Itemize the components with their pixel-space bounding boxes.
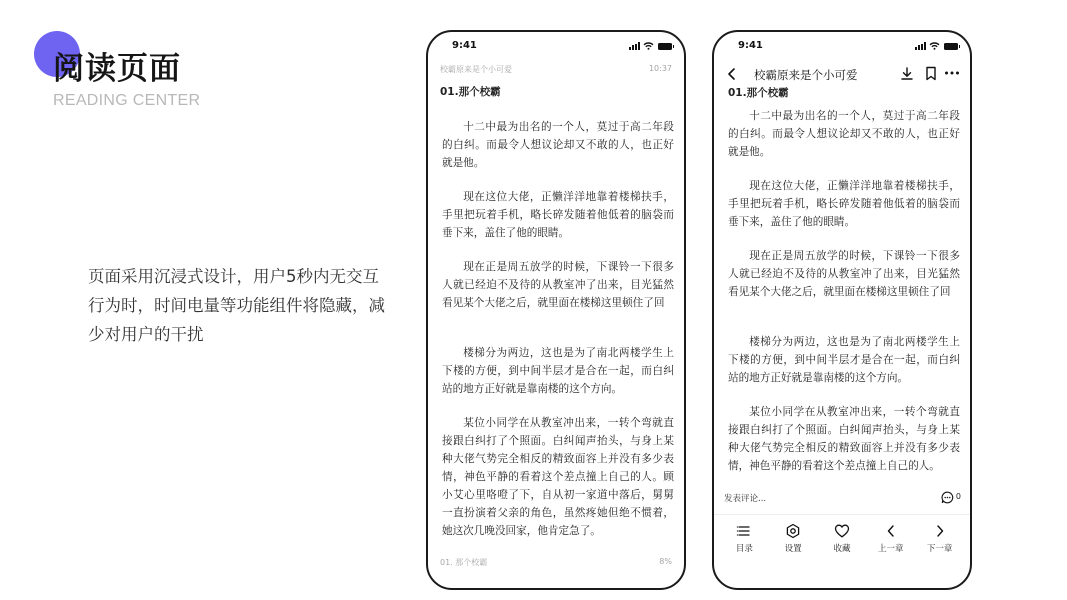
comment-bar — [714, 486, 970, 512]
status-time: 9:41 — [738, 40, 763, 51]
reader-header — [440, 64, 672, 75]
paragraph: 现在这位大佬，正懒洋洋地靠着楼梯扶手，手里把玩着手机，略长碎发随着他低着的脑袋而垂下来，盖住了他的眼睛。 — [728, 180, 960, 228]
status-time: 9:41 — [452, 40, 477, 51]
bottom-toolbar — [714, 514, 970, 566]
story-text[interactable] — [442, 118, 674, 556]
nav-bar — [714, 60, 970, 90]
bookmark-icon[interactable] — [925, 66, 937, 81]
book-title: 校霸原来是个小可爱 — [440, 65, 512, 74]
paragraph: 十二中最为出名的一个人，莫过于高二年段的白纠。而最令人想议论却又不敢的人，也正好就是他。 — [442, 121, 674, 169]
download-icon[interactable] — [900, 66, 914, 81]
chapter-title: 01.那个校霸 — [440, 86, 501, 98]
toolbar-label: 设置 — [784, 544, 802, 554]
reader-footer — [440, 557, 672, 568]
comment-input[interactable]: 发表评论... — [724, 494, 767, 504]
chapter-title: 01.那个校霸 — [728, 87, 789, 99]
status-bar — [428, 32, 684, 60]
status-icons — [629, 41, 672, 50]
settings-icon — [785, 523, 801, 539]
toolbar-label: 下一章 — [926, 544, 953, 554]
toolbar-label: 上一章 — [878, 544, 904, 554]
story-text — [728, 99, 960, 479]
list-icon — [736, 523, 752, 539]
toolbar-prev-chapter-button[interactable] — [868, 523, 914, 566]
signal-icon — [629, 42, 640, 50]
toolbar-label: 收藏 — [833, 544, 851, 554]
story-viewport[interactable] — [714, 87, 970, 479]
heart-icon — [834, 523, 850, 539]
comment-icon[interactable] — [941, 491, 954, 504]
status-icons — [915, 41, 958, 50]
toolbar-favorite-button[interactable] — [819, 523, 865, 566]
paragraph: 某位小同学在从教室冲出来，一转个弯就直接跟白纠打了个照面。白纠闻声抬头，与身上某种大佬气势完全相反的精致面容上并没有多少表情，神色平静的看着这个差点撞上自己的人。 — [728, 406, 960, 472]
page-title: 阅读页面 — [53, 51, 181, 87]
chevron-right-icon — [932, 523, 948, 539]
paragraph: 十二中最为出名的一个人，莫过于高二年段的白纠。而最令人想议论却又不敢的人，也正好就是他。 — [728, 110, 960, 158]
wifi-icon — [643, 42, 654, 50]
toolbar-catalog-button[interactable] — [721, 523, 767, 566]
back-icon[interactable] — [724, 66, 740, 82]
nav-title: 校霸原来是个小可爱 — [754, 68, 858, 82]
toolbar-label: 目录 — [735, 544, 753, 554]
toolbar-next-chapter-button[interactable] — [917, 523, 963, 566]
chevron-left-icon — [883, 523, 899, 539]
reading-progress: 8% — [659, 557, 672, 566]
wifi-icon — [929, 42, 940, 50]
footer-chapter: 01. 那个校霸 — [440, 558, 488, 567]
paragraph: 某位小同学在从教室冲出来，一转个弯就直接跟白纠打了个照面。白纠闻声抬头，与身上某种大佬气势完全相反的精致面容上并没有多少表情，神色平静的看着这个差点撞上自己的人。顾小艾心里咯噔了下，自从初一家道中落后，舅舅一直扮演着父亲的角色，虽然疼她但绝不惯着，她这次几晚没回家，他肯定急了。 — [442, 417, 674, 537]
signal-icon — [915, 42, 926, 50]
clock: 10:37 — [648, 64, 672, 73]
battery-icon — [658, 43, 672, 50]
description-text: 页面采用沉浸式设计，用户5秒内无交互行为时，时间电量等功能组件将隐藏，减少对用户的干扰 — [88, 267, 385, 344]
more-icon[interactable] — [944, 66, 960, 80]
paragraph: 楼梯分为两边，这也是为了南北两楼学生上下楼的方便，到中间半层才是合在一起，而白纠站的地方正好就是靠南楼的这个方向。 — [728, 336, 960, 384]
paragraph: 现在正是周五放学的时候，下课铃一下很多人就已经迫不及待的从教室冲了出来，目光猛然看见某个大佬之后，就里面在楼梯这里顿住了回 — [442, 261, 674, 309]
phone-immersive-reader — [426, 30, 686, 590]
toolbar-settings-button[interactable] — [770, 523, 816, 566]
page-subtitle: READING CENTER — [53, 92, 201, 109]
paragraph: 现在这位大佬，正懒洋洋地靠着楼梯扶手，手里把玩着手机，略长碎发随着他低着的脑袋而垂下来，盖住了他的眼睛。 — [442, 191, 674, 239]
status-bar — [714, 32, 970, 60]
comment-count: 0 — [955, 492, 961, 501]
phone-reader-with-controls — [712, 30, 972, 590]
paragraph: 现在正是周五放学的时候，下课铃一下很多人就已经迫不及待的从教室冲了出来，目光猛然看见某个大佬之后，就里面在楼梯这里顿住了回 — [728, 250, 960, 298]
battery-icon — [944, 43, 958, 50]
paragraph: 楼梯分为两边，这也是为了南北两楼学生上下楼的方便，到中间半层才是合在一起，而白纠站的地方正好就是靠南楼的这个方向。 — [442, 347, 674, 395]
